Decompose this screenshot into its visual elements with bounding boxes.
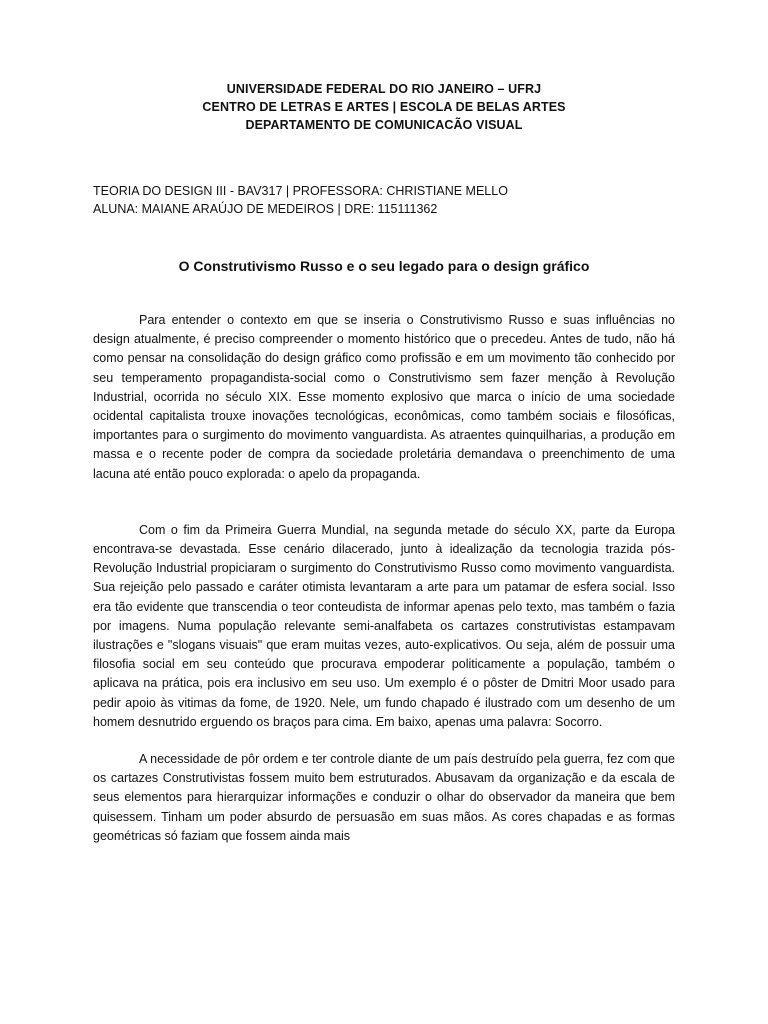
document-body — [93, 311, 675, 846]
course-line: TEORIA DO DESIGN III - BAV317 | PROFESSORA: CHRISTIANE MELLO — [93, 184, 508, 198]
paragraph-2: Com o fim da Primeira Guerra Mundial, na segunda metade do século XX, parte da Europa encontrava-se devastada. Esse cenário dilacerado, junto à idealização da tecnologia trazida pós-Revolução Industrial propiciaram o surgimento do Construtivismo Russo como movimento vanguardista. Sua rejeição pelo passado e caráter otimista levantaram a arte para um patamar de esfera social. Isso era tão evidente que transcendia o teor conteudista de informar apenas pelo texto, mas também o fazia por imagens. Numa população relevante semi-analfabeta os cartazes construtivistas estampavam ilustrações e "slogans visuais" que eram muitas vezes, auto-explicativos. Ou seja, além de possuir uma filosofia social em seu conteúdo que procurava empoderar politicamente a população, também o aplicava na prática, pois era inclusivo em seu uso. Um exemplo é o pôster de Dmitri Moor usado para pedir apoio às vitimas da fome, de 1920. Nele, um fundo chapado é ilustrado com um desenho de um homem desnutrido erguendo os braços para cima. Em baixo, apenas uma palavra: Socorro. — [93, 522, 675, 729]
document-title: O Construtivismo Russo e o seu legado para o design gráfico — [178, 258, 590, 274]
center-name: CENTRO DE LETRAS E ARTES | ESCOLA DE BELAS ARTES — [202, 100, 566, 114]
paragraph-1: Para entender o contexto em que se inseria o Construtivismo Russo e suas influências no design atualmente, é preciso compreender o momento histórico que o precedeu. Antes de tudo, não há como pensar na consolidação do design gráfico como profissão e em um movimento tão conhecido por seu temperamento propagandista-social como o Construtivismo sem fazer menção à Revolução Industrial, ocorrida no século XIX. Esse momento explosivo que marca o início de uma sociedade ocidental capitalista trouxe inovações tecnológicas, econômicas, como também sociais e filosóficas, importantes para o surgimento do movimento vanguardista. As atraentes quinquilharias, a produção em massa e o recente poder de compra da sociedade proletária demandava o preenchimento de uma lacuna até então pouco explorada: o apelo da propaganda. — [93, 313, 675, 481]
paragraph-3: A necessidade de pôr ordem e ter controle diante de um país destruído pela guerra, fez com que os cartazes Construtivistas fossem muito bem estruturados. Abusavam da organização e da escala de seus elementos para hierarquizar informações e conduzir o olhar do observador da maneira que bem quisessem. Tinham um poder absurdo de persuasão em suas mãos. As cores chapadas e as formas geométricas só faziam que fossem ainda mais — [93, 752, 675, 843]
institution-header — [93, 80, 675, 134]
student-line: ALUNA: MAIANE ARAÚJO DE MEDEIROS | DRE: 115111362 — [93, 202, 438, 216]
document-content — [93, 80, 675, 846]
department-name: DEPARTAMENTO DE COMUNICACÃO VISUAL — [245, 118, 523, 132]
course-info — [93, 182, 675, 218]
university-name: UNIVERSIDADE FEDERAL DO RIO JANEIRO – UFRJ — [226, 82, 542, 96]
